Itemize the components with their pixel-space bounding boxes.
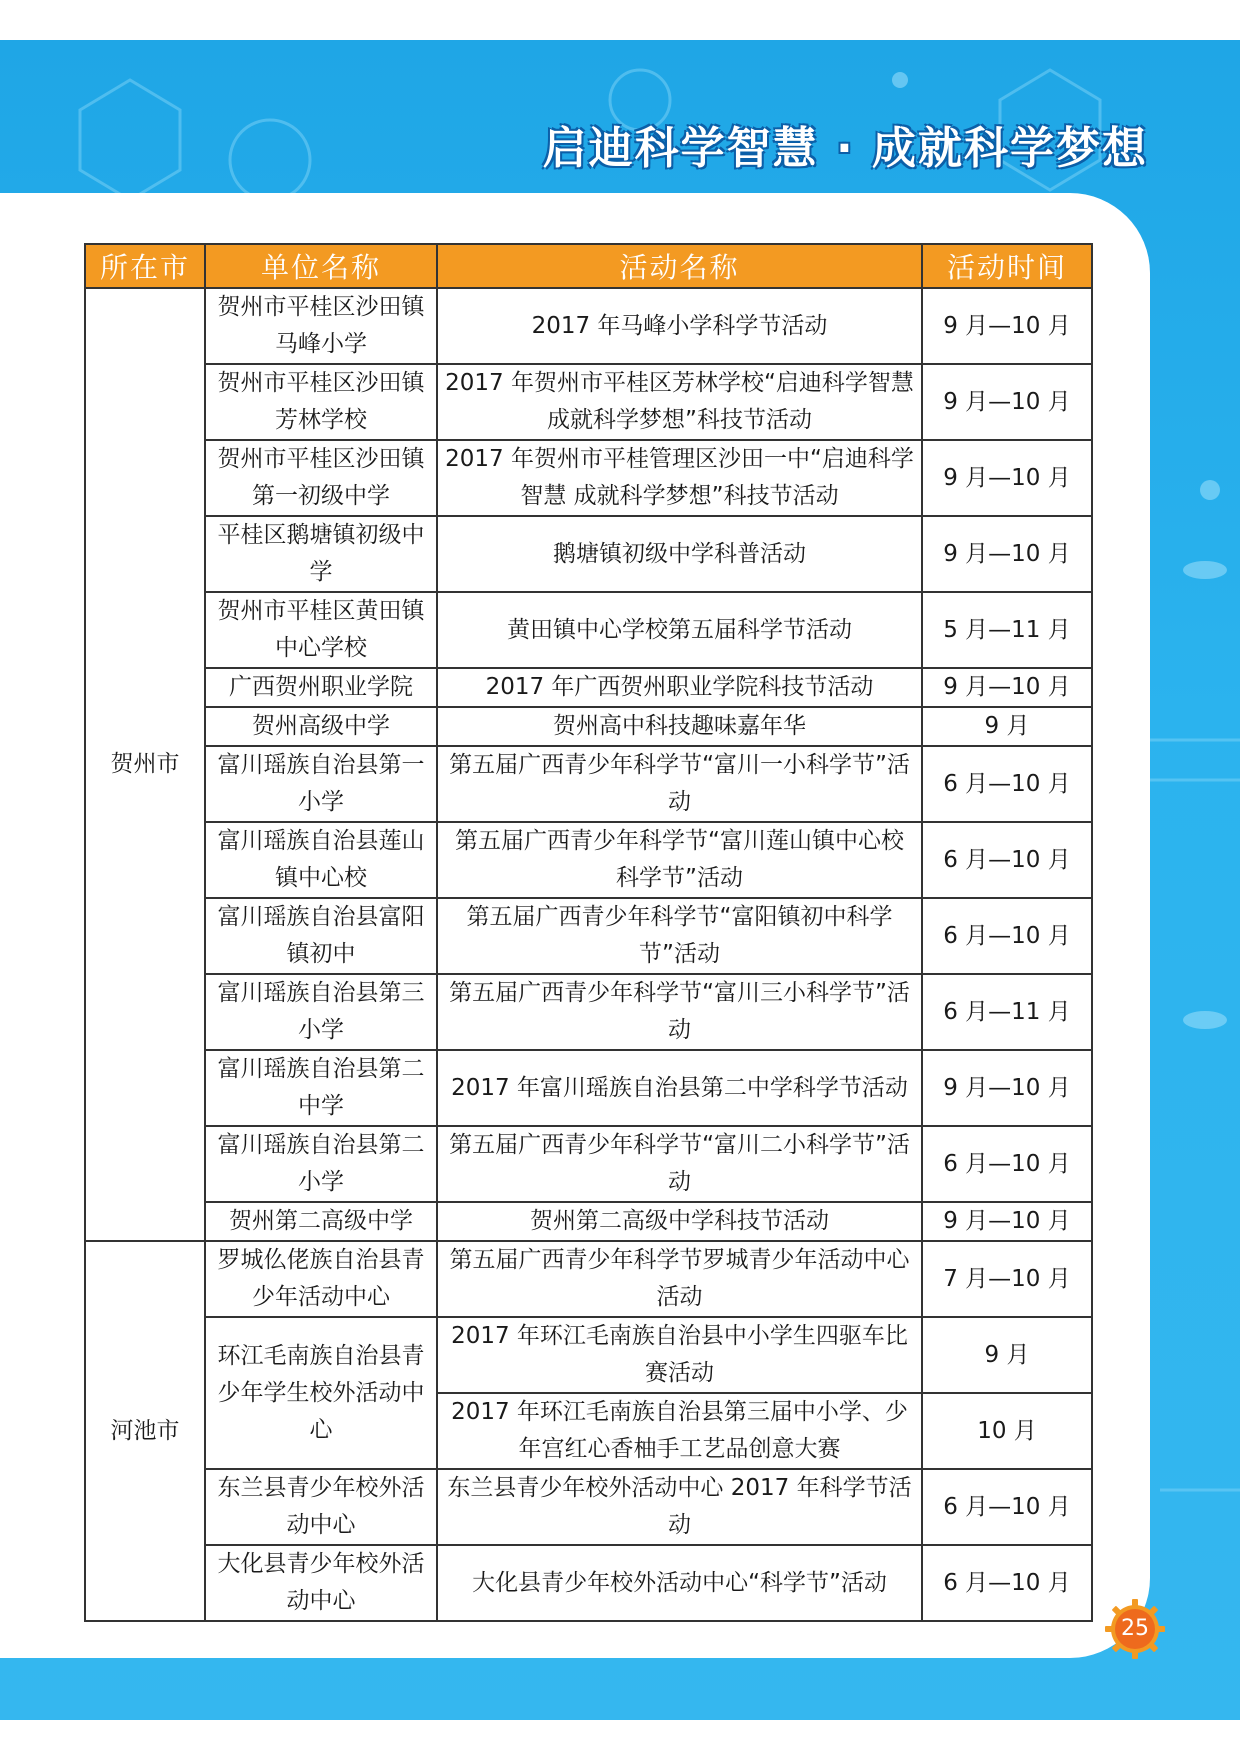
- time-cell: 9 月: [922, 707, 1092, 746]
- unit-cell: 广西贺州职业学院: [205, 668, 437, 707]
- time-cell: 6 月—11 月: [922, 974, 1092, 1050]
- table-row: [85, 822, 1092, 898]
- column-header-time: 活动时间: [922, 244, 1092, 288]
- table-row: [85, 288, 1092, 364]
- activity-cell: 2017 年环江毛南族自治县第三届中小学、少年宫红心香柚手工艺品创意大赛: [437, 1393, 922, 1469]
- unit-cell: 大化县青少年校外活动中心: [205, 1545, 437, 1621]
- activity-cell: 第五届广西青少年科学节“富川二小科学节”活动: [437, 1126, 922, 1202]
- table-row: [85, 668, 1092, 707]
- time-cell: 6 月—10 月: [922, 1469, 1092, 1545]
- activity-cell: 第五届广西青少年科学节“富川一小科学节”活动: [437, 746, 922, 822]
- table-row: [85, 516, 1092, 592]
- unit-cell: 富川瑶族自治县富阳镇初中: [205, 898, 437, 974]
- unit-cell: 富川瑶族自治县第二小学: [205, 1126, 437, 1202]
- time-cell: 9 月—10 月: [922, 668, 1092, 707]
- activity-cell: 贺州第二高级中学科技节活动: [437, 1202, 922, 1241]
- activity-cell: 第五届广西青少年科学节“富川莲山镇中心校科学节”活动: [437, 822, 922, 898]
- time-cell: 9 月—10 月: [922, 1050, 1092, 1126]
- time-cell: 6 月—10 月: [922, 1126, 1092, 1202]
- time-cell: 9 月—10 月: [922, 516, 1092, 592]
- unit-cell: 贺州市平桂区沙田镇第一初级中学: [205, 440, 437, 516]
- unit-cell: 罗城仫佬族自治县青少年活动中心: [205, 1241, 437, 1317]
- table-header-row: [85, 244, 1092, 288]
- table-row: [85, 364, 1092, 440]
- activity-cell: 2017 年富川瑶族自治县第二中学科学节活动: [437, 1050, 922, 1126]
- table-row: [85, 1317, 1092, 1393]
- time-cell: 9 月—10 月: [922, 440, 1092, 516]
- time-cell: 7 月—10 月: [922, 1241, 1092, 1317]
- unit-cell: 富川瑶族自治县第二中学: [205, 1050, 437, 1126]
- unit-cell: 东兰县青少年校外活动中心: [205, 1469, 437, 1545]
- table-row: [85, 1469, 1092, 1545]
- time-cell: 9 月—10 月: [922, 1202, 1092, 1241]
- unit-cell: 富川瑶族自治县第一小学: [205, 746, 437, 822]
- page-number: 25: [1121, 1616, 1149, 1641]
- time-cell: 5 月—11 月: [922, 592, 1092, 668]
- table-row: [85, 898, 1092, 974]
- table-row: [85, 746, 1092, 822]
- unit-cell: 贺州第二高级中学: [205, 1202, 437, 1241]
- activity-cell: 贺州高中科技趣味嘉年华: [437, 707, 922, 746]
- table-row: [85, 1050, 1092, 1126]
- column-header-unit: 单位名称: [205, 244, 437, 288]
- activities-table: [84, 243, 1093, 1622]
- activity-cell: 第五届广西青少年科学节“富川三小科学节”活动: [437, 974, 922, 1050]
- activity-cell: 第五届广西青少年科学节罗城青少年活动中心活动: [437, 1241, 922, 1317]
- time-cell: 9 月—10 月: [922, 288, 1092, 364]
- time-cell: 9 月—10 月: [922, 364, 1092, 440]
- time-cell: 6 月—10 月: [922, 898, 1092, 974]
- table-row: [85, 707, 1092, 746]
- page-header-title: 启迪科学智慧 · 成就科学梦想: [542, 123, 1148, 174]
- unit-cell: 贺州高级中学: [205, 707, 437, 746]
- unit-cell: 环江毛南族自治县青少年学生校外活动中心: [205, 1317, 437, 1469]
- activity-cell: 第五届广西青少年科学节“富阳镇初中科学节”活动: [437, 898, 922, 974]
- activity-cell: 2017 年马峰小学科学节活动: [437, 288, 922, 364]
- activity-cell: 2017 年贺州市平桂区芳林学校“启迪科学智慧 成就科学梦想”科技节活动: [437, 364, 922, 440]
- time-cell: 6 月—10 月: [922, 1545, 1092, 1621]
- time-cell: 6 月—10 月: [922, 746, 1092, 822]
- unit-cell: 贺州市平桂区黄田镇中心学校: [205, 592, 437, 668]
- time-cell: 10 月: [922, 1393, 1092, 1469]
- activity-cell: 鹅塘镇初级中学科普活动: [437, 516, 922, 592]
- table-row: [85, 1202, 1092, 1241]
- unit-cell: 贺州市平桂区沙田镇芳林学校: [205, 364, 437, 440]
- column-header-activity: 活动名称: [437, 244, 922, 288]
- activity-cell: 黄田镇中心学校第五届科学节活动: [437, 592, 922, 668]
- unit-cell: 富川瑶族自治县莲山镇中心校: [205, 822, 437, 898]
- unit-cell: 平桂区鹅塘镇初级中学: [205, 516, 437, 592]
- table-row: [85, 1241, 1092, 1317]
- activity-cell: 东兰县青少年校外活动中心 2017 年科学节活动: [437, 1469, 922, 1545]
- table-row: [85, 440, 1092, 516]
- table-row: [85, 592, 1092, 668]
- table-row: [85, 1126, 1092, 1202]
- time-cell: 6 月—10 月: [922, 822, 1092, 898]
- time-cell: 9 月: [922, 1317, 1092, 1393]
- table-row: [85, 974, 1092, 1050]
- city-cell: 河池市: [85, 1241, 205, 1621]
- unit-cell: 富川瑶族自治县第三小学: [205, 974, 437, 1050]
- activity-cell: 2017 年贺州市平桂管理区沙田一中“启迪科学智慧 成就科学梦想”科技节活动: [437, 440, 922, 516]
- city-cell: 贺州市: [85, 288, 205, 1241]
- activity-cell: 大化县青少年校外活动中心“科学节”活动: [437, 1545, 922, 1621]
- activity-cell: 2017 年广西贺州职业学院科技节活动: [437, 668, 922, 707]
- table-row: [85, 1545, 1092, 1621]
- column-header-city: 所在市: [85, 244, 205, 288]
- unit-cell: 贺州市平桂区沙田镇马峰小学: [205, 288, 437, 364]
- activity-cell: 2017 年环江毛南族自治县中小学生四驱车比赛活动: [437, 1317, 922, 1393]
